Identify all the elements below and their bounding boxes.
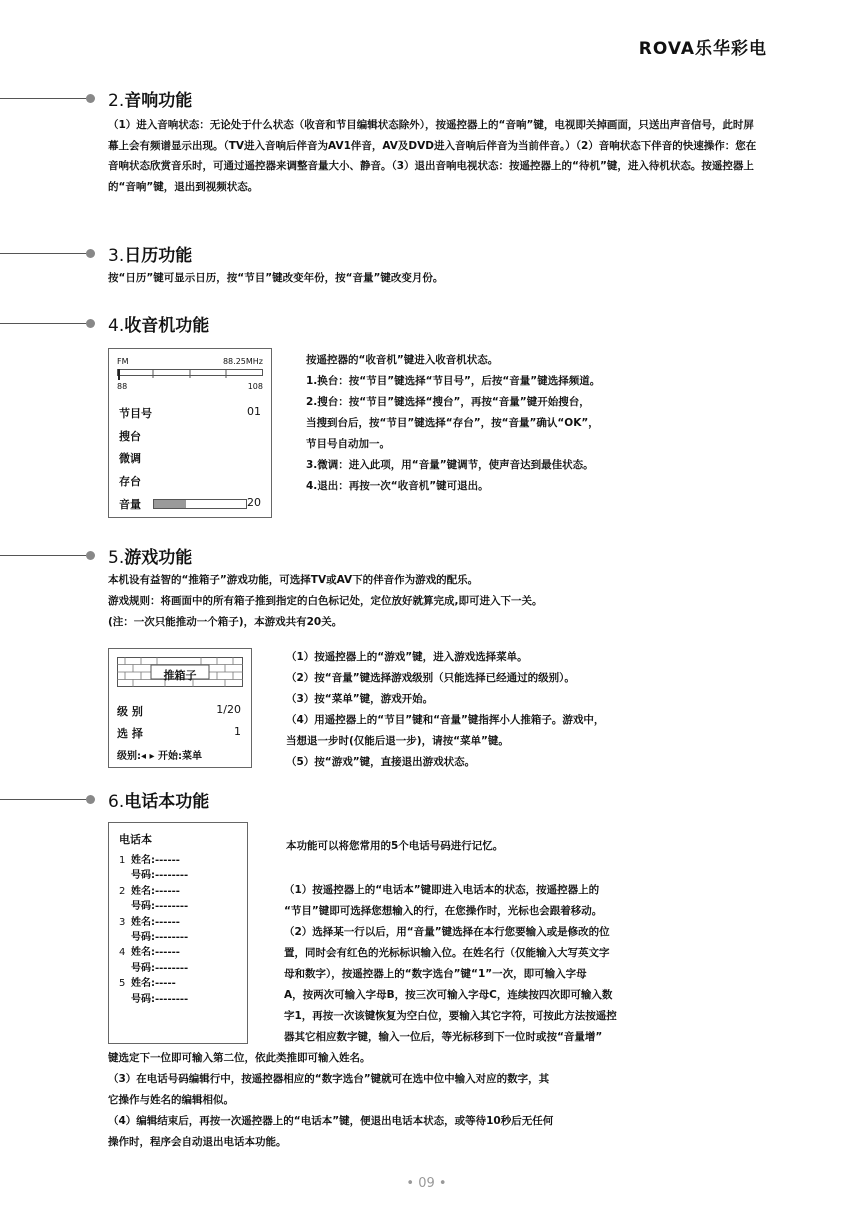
volume-value: 20 — [247, 496, 261, 509]
volume-label: 音量 — [119, 498, 141, 511]
instruction-line: （2）选择某一行以后，用“音量”键选择在本行您要输入或是修改的位 — [284, 926, 610, 938]
intro-line: 本机设有益智的“推箱子”游戏功能，可选择TV或AV下的伴音作为游戏的配乐。 — [108, 574, 479, 586]
game-menu-row — [117, 703, 241, 719]
section-rule — [0, 323, 86, 324]
phonebook-entry — [119, 853, 188, 868]
row-value: 01 — [247, 405, 261, 418]
section-title: 电话本功能 — [124, 792, 210, 812]
tail-line: 键选定下一位即可输入第二位，依此类推即可输入姓名。 — [108, 1052, 371, 1064]
phonebook-entry — [119, 976, 188, 991]
instruction-line: 母和数字），按遥控器上的“数字选台”键“1”一次，即可输入字母 — [284, 968, 587, 980]
phonebook-entry — [119, 915, 188, 930]
radio-volume-row — [119, 496, 261, 512]
row-label: 存台 — [119, 475, 141, 488]
entry-phone: 号码:-------- — [131, 870, 189, 882]
section-heading-phonebook — [108, 787, 209, 812]
audio-paragraph: （1）进入音响状态：无论处于什么状态（收音和节目编辑状态除外），按遥控器上的“音响”键，电视即关掉画面，只送出声音信号，此时屏幕上会有频谱显示出现。（TV进入音响后伴音为AV1伴音，AV及DVD进入音响后伴音为当前伴音。）（2）音响状态下伴音的快速操作：您在音响状态欣赏音乐时，可通过遥控器来调整音量大小、静音。（3）退出音响电视状态：按遥控器上的“待机”键，进入待机状态。按遥控器上的“音响”键，退出到视频状态。 — [108, 119, 757, 193]
instruction-line: 节目号自动加一。 — [306, 438, 390, 450]
section-number: 6. — [108, 792, 125, 812]
volume-fill — [154, 500, 186, 508]
section-rule — [0, 98, 86, 99]
section-title: 音响功能 — [124, 91, 193, 111]
instruction-line: A，按两次可输入字母B，按三次可输入字母C，连续按四次即可输入数 — [284, 989, 613, 1001]
section-title: 收音机功能 — [124, 316, 210, 336]
section-number: 2. — [108, 91, 125, 111]
radio-instructions — [306, 350, 600, 497]
instruction-line: 当想退一步时(仅能后退一步)，请按“菜单”键。 — [286, 735, 509, 747]
entry-phone: 号码:-------- — [131, 901, 189, 913]
game-banner-title: 推箱子 — [163, 669, 197, 682]
instruction-line: （2）按“音量”键选择游戏级别（只能选择已经通过的级别）。 — [286, 672, 575, 684]
section-heading-radio — [108, 311, 209, 336]
section-heading-audio — [108, 86, 192, 111]
row-value: 1 — [234, 725, 241, 738]
phonebook-instructions — [284, 880, 617, 1048]
entry-phone: 号码:-------- — [131, 962, 189, 974]
bullet-dot-icon — [86, 551, 95, 560]
instruction-line: 当搜到台后，按“节目”键选择“存台”，按“音量”确认“OK”， — [306, 417, 599, 429]
tail-line: （3）在电话号码编辑行中，按遥控器相应的“数字选台”键就可在选中位中输入对应的数字，其 — [108, 1073, 550, 1085]
row-label: 节目号 — [119, 407, 152, 420]
phonebook-screen-title: 电话本 — [119, 833, 152, 846]
intro-line: (注：一次只能推动一个箱子)，本游戏共有20关。 — [108, 616, 343, 628]
section-rule — [0, 253, 86, 254]
intro-line: 游戏规则：将画面中的所有箱子推到指定的白色标记处，定位放好就算完成,即可进入下一关。 — [108, 595, 543, 607]
entry-name: 姓名:------ — [131, 885, 180, 897]
entry-number: 5 — [119, 978, 126, 990]
entry-name: 姓名:----- — [131, 978, 176, 990]
phonebook-tail — [108, 1048, 553, 1153]
instruction-line: （5）按“游戏”键，直接退出游戏状态。 — [286, 756, 476, 768]
entry-number: 2 — [119, 885, 126, 897]
section-number: 3. — [108, 246, 125, 266]
instruction-line: （1）按遥控器上的“游戏”键，进入游戏选择菜单。 — [286, 651, 528, 663]
row-label: 级 别 — [117, 705, 143, 718]
game-instructions — [286, 647, 604, 773]
game-menu-row — [117, 725, 241, 741]
radio-screen-illustration — [108, 348, 272, 518]
instruction-line: “节目”键即可选择您想输入的行，在您操作时，光标也会跟着移动。 — [284, 905, 603, 917]
section-title: 游戏功能 — [124, 548, 193, 568]
entry-name: 姓名:------ — [131, 916, 180, 928]
row-label: 微调 — [119, 452, 141, 465]
tail-line: 操作时，程序会自动退出电话本功能。 — [108, 1136, 287, 1148]
entry-number: 1 — [119, 855, 126, 866]
phonebook-intro: 本功能可以将您常用的5个电话号码进行记忆。 — [286, 840, 504, 852]
row-label: 搜台 — [119, 430, 141, 443]
entry-number: 3 — [119, 916, 126, 928]
entry-phone: 号码:-------- — [131, 993, 189, 1005]
instruction-line: 字1，再按一次该键恢复为空白位，要输入其它字符，可按此方法按遥控 — [284, 1010, 617, 1022]
tuning-scale — [117, 369, 263, 381]
phonebook-screen-illustration — [108, 822, 248, 1044]
instruction-line: （4）用遥控器上的“节目”键和“音量”键指挥小人推箱子。游戏中， — [286, 714, 605, 726]
instruction-line: 4.退出：再按一次“收音机”键可退出。 — [306, 480, 489, 492]
phonebook-entries — [119, 853, 188, 1007]
page-number: • 09 • — [406, 1176, 447, 1191]
game-footer-hint: 级别:◂ ▸ 开始:菜单 — [117, 751, 202, 762]
bullet-dot-icon — [86, 319, 95, 328]
fm-label: FM — [117, 357, 129, 366]
bullet-dot-icon — [86, 795, 95, 804]
row-label: 选 择 — [117, 727, 143, 740]
tail-line: （4）编辑结束后，再按一次遥控器上的“电话本”键，便退出电话本状态，或等待10秒后无任何 — [108, 1115, 554, 1127]
radio-menu-row — [119, 428, 261, 444]
instruction-line: 3.微调：进入此项，用“音量”键调节，使声音达到最佳状态。 — [306, 459, 594, 471]
section-number: 5. — [108, 548, 125, 568]
bullet-dot-icon — [86, 94, 95, 103]
entry-name: 姓名:------ — [131, 947, 180, 959]
frequency-readout: 88.25MHz — [222, 357, 263, 366]
instruction-line: （1）按遥控器上的“电话本”键即进入电话本的状态，按遥控器上的 — [284, 884, 600, 896]
section-rule — [0, 555, 86, 556]
phonebook-entry — [119, 945, 188, 960]
entry-number: 4 — [119, 947, 126, 959]
radio-menu-row — [119, 473, 261, 489]
game-intro — [108, 570, 543, 633]
scale-min: 88 — [117, 382, 128, 391]
radio-menu-row — [119, 405, 261, 421]
instruction-line: 2.搜台：按“节目”键选择“搜台”，再按“音量”键开始搜台， — [306, 396, 590, 408]
section-heading-calendar — [108, 241, 192, 266]
scale-max: 108 — [247, 382, 263, 391]
calendar-paragraph: 按“日历”键可显示日历，按“节目”键改变年份，按“音量”键改变月份。 — [108, 272, 444, 284]
phonebook-entry — [119, 884, 188, 899]
row-value: 1/20 — [216, 703, 241, 716]
radio-menu-row — [119, 450, 261, 466]
instruction-line: 1.换台：按“节目”键选择“节目号”，后按“音量”键选择频道。 — [306, 375, 601, 387]
section-heading-game — [108, 543, 192, 568]
section-number: 4. — [108, 316, 125, 336]
instruction-line: （3）按“菜单”键，游戏开始。 — [286, 693, 434, 705]
instruction-line: 按遥控器的“收音机”键进入收音机状态。 — [306, 354, 499, 366]
bullet-dot-icon — [86, 249, 95, 258]
tail-line: 它操作与姓名的编辑相似。 — [108, 1094, 234, 1106]
instruction-line: 器其它相应数字键，输入一位后，等光标移到下一位时或按“音量增” — [284, 1031, 603, 1043]
brand-logo: ROVA乐华彩电 — [638, 39, 767, 59]
instruction-line: 置，同时会有红色的光标标识输入位。在姓名行（仅能输入大写英文字 — [284, 947, 610, 959]
entry-phone: 号码:-------- — [131, 932, 189, 944]
entry-name: 姓名:------ — [131, 855, 180, 866]
section-rule — [0, 799, 86, 800]
game-screen-illustration — [108, 648, 252, 768]
section-title: 日历功能 — [124, 246, 193, 266]
volume-bar — [153, 499, 247, 509]
